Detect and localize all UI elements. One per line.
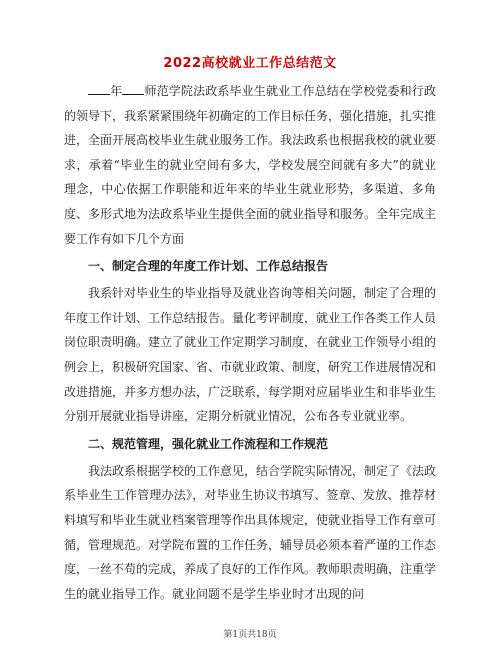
school-blank [122, 82, 144, 95]
section-1-body: 我系针对毕业生的毕业指导及就业咨询等相关问题，制定了合理的年度工作计划、工作总结报告。量化考评制度，就业工作各类工作人员岗位职责明确。建立了就业工作定期学习制度，在就业工作领导小组的例会上，积极研究国家、省、市就业政策、制度，研究工作进展情况和改进措施，并多方想办法，广泛联系，每学期对应届毕业生和非毕业生分别开展就业指导讲座，定期分析就业情况，公布各专业就业率。 [64, 286, 437, 424]
section-1-heading: 一、制定合理的年度工作计划、工作总结报告 [88, 259, 329, 274]
document-title: 2022高校就业工作总结范文 [163, 56, 337, 71]
intro-text: 师范学院法政系毕业生就业工作总结在学校党委和行政的领导下，我系紧紧围绕年初确定的工作目标任务，强化措施，扎实推进，全面开展高校毕业生就业服务工作。我法政系也根据我校的就业要求，承着“毕业生的就业空间有多大，学校发展空间就有多大”的就业理念，中心依据工作职能和近年来的毕业生就业形势，多渠道、多角度、多形式地为法政系毕业生提供全面的就业指导和服务。全年完成主要工作有如下几个方面 [64, 84, 437, 246]
section-2-body: 我法政系根据学校的工作意见，结合学院实际情况，制定了《法政系毕业生工作管理办法》，对毕业生协议书填写、签章、发放、推荐材料填写和毕业生就业档案管理等作出具体规定，使就业指导工作有章可循，管理规范。对学院布置的工作任务，辅导员必须本着严谨的工作态度，一丝不苟的完成，养成了良好的工作作风。教师职责明确，注重学生的就业指导工作。就业问题不是学生毕业时才出现的问 [64, 463, 437, 601]
document-body [64, 79, 436, 606]
page-footer: 第1页共18页 [223, 630, 277, 640]
intro-paragraph [64, 79, 436, 251]
intro-year-text: 年 [110, 84, 123, 98]
section-2-heading: 二、规范管理，强化就业工作流程和工作规范 [88, 436, 329, 451]
year-blank [88, 82, 110, 95]
